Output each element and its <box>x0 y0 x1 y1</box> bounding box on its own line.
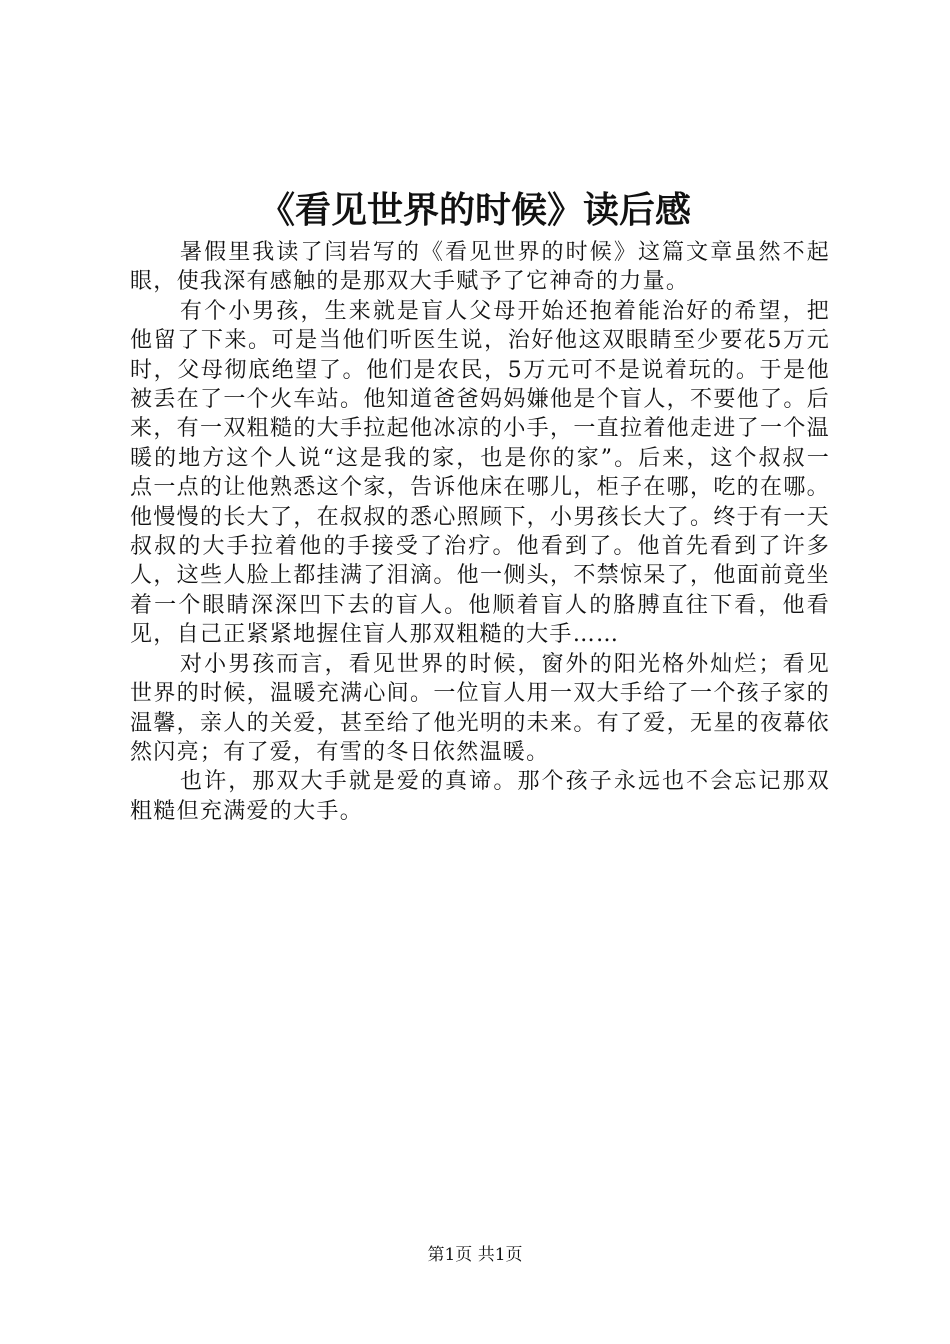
document-title: 《看见世界的时候》读后感 <box>258 189 691 231</box>
page-footer: 第1页 共1页 <box>427 1245 523 1265</box>
paragraph-4: 也许，那双大手就是爱的真谛。那个孩子永远也不会忘记那双粗糙但充满爱的大手。 <box>130 769 830 824</box>
paragraph-2: 有个小男孩，生来就是盲人父母开始还抱着能治好的希望，把他留了下来。可是当他们听医生说，治好他这双眼睛至少要花5万元时，父母彻底绝望了。他们是农民，5万元可不是说着玩的。于是他被丢在了一个火车站。他知道爸爸妈妈嫌他是个盲人，不要他了。后来，有一双粗糙的大手拉起他冰凉的小手，一直拉着他走进了一个温暖的地方这个人说“这是我的家，也是你的家”。后来，这个叔叔一点一点的让他熟悉这个家，告诉他床在哪儿，柜子在哪，吃的在哪。他慢慢的长大了，在叔叔的悉心照顾下，小男孩长大了。终于有一天叔叔的大手拉着他的手接受了治疗。他看到了。他首先看到了许多人，这些人脸上都挂满了泪滴。他一侧头，不禁惊呆了，他面前竟坐着一个眼睛深深凹下去的盲人。他顺着盲人的胳膊直往下看，他看见，自己正紧紧地握住盲人那双粗糙的大手…… <box>130 298 830 648</box>
document-body <box>130 238 830 826</box>
paragraph-1: 暑假里我读了闫岩写的《看见世界的时候》这篇文章虽然不起眼，使我深有感触的是那双大手赋予了它神奇的力量。 <box>130 240 830 295</box>
paragraph-3: 对小男孩而言，看见世界的时候，窗外的阳光格外灿烂；看见世界的时候，温暖充满心间。一位盲人用一双大手给了一个孩子家的温馨，亲人的关爱，甚至给了他光明的未来。有了爱，无星的夜幕依然闪亮；有了爱，有雪的冬日依然温暖。 <box>130 651 830 765</box>
